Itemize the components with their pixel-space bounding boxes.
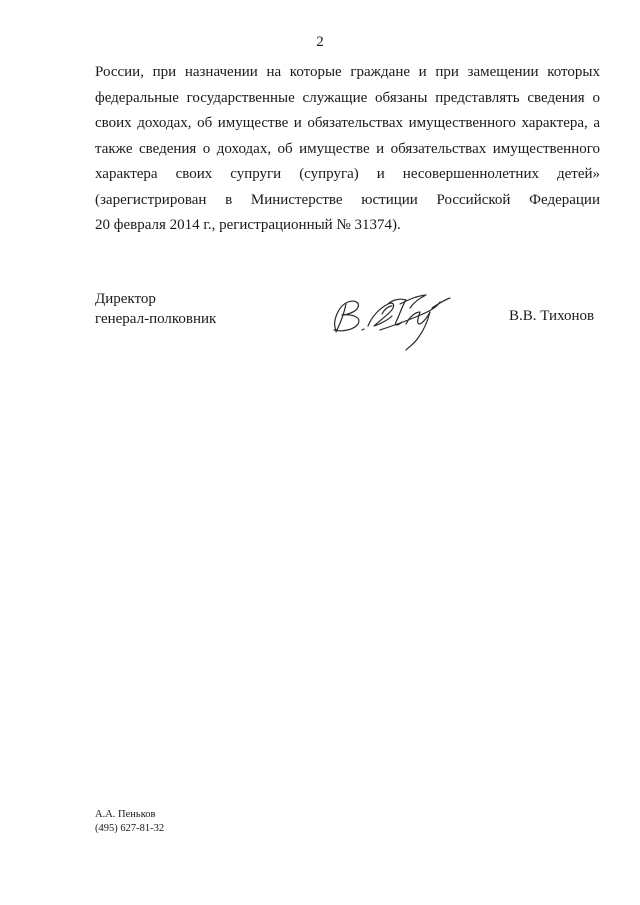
signatory-title bbox=[95, 289, 216, 329]
body-line: также сведения о доходах, об имуществе и обязательствах имущественного bbox=[95, 140, 600, 157]
body-line: России, при назначении на которые граждане и при замещении которых bbox=[95, 64, 600, 80]
signatory-position-line: Директор bbox=[95, 291, 156, 307]
body-line: федеральные государственные служащие обязаны представлять сведения о bbox=[95, 89, 600, 106]
signatory-rank-line: генерал-полковник bbox=[95, 311, 217, 327]
body-line: (зарегистрирован в Министерстве юстиции Российской Федерации bbox=[95, 191, 600, 208]
executor-name: А.А. Пеньков bbox=[95, 809, 156, 820]
executor-block bbox=[95, 808, 164, 836]
handwritten-signature bbox=[322, 286, 462, 356]
body-line: своих доходах, об имуществе и обязательствах имущественного характера, а bbox=[95, 115, 600, 131]
body-line: характера своих супруги (супруга) и несовершеннолетних детей» bbox=[95, 166, 600, 182]
signatory-name: В.В. Тихонов bbox=[509, 308, 595, 324]
body-line-last: 20 февраля 2014 г., регистрационный № 31374). bbox=[95, 217, 401, 233]
page-number: 2 bbox=[316, 34, 324, 50]
body-paragraph bbox=[95, 60, 600, 239]
executor-phone: (495) 627-81-32 bbox=[95, 823, 165, 834]
